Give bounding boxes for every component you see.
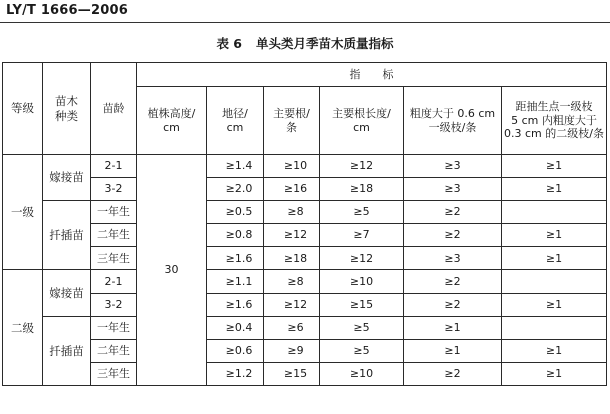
table-row xyxy=(3,293,607,316)
root-length-cell: ≥12 xyxy=(320,155,404,178)
secondary-cell: ≥1 xyxy=(502,247,607,270)
secondary-cell: ≥1 xyxy=(502,178,607,201)
table-row xyxy=(3,178,607,201)
quality-table xyxy=(2,62,607,386)
header-main-roots: 主要根/ 条 xyxy=(264,87,320,155)
seedling-type-cell: 扦插苗 xyxy=(43,316,91,385)
header-rule xyxy=(0,22,610,23)
branch-cell: ≥2 xyxy=(404,293,502,316)
branch-cell: ≥3 xyxy=(404,247,502,270)
root-count-cell: ≥8 xyxy=(264,270,320,293)
root-count-cell: ≥18 xyxy=(264,247,320,270)
diameter-cell: ≥1.6 xyxy=(207,293,264,316)
secondary-cell: ≥1 xyxy=(502,155,607,178)
table-row xyxy=(3,224,607,247)
age-cell: 3-2 xyxy=(91,178,137,201)
root-count-cell: ≥10 xyxy=(264,155,320,178)
root-count-cell: ≥12 xyxy=(264,224,320,247)
table-row xyxy=(3,201,607,224)
root-length-cell: ≥10 xyxy=(320,270,404,293)
grade-cell: 二级 xyxy=(3,270,43,385)
secondary-cell: ≥1 xyxy=(502,293,607,316)
secondary-cell: ≥1 xyxy=(502,339,607,362)
age-cell: 二年生 xyxy=(91,224,137,247)
diameter-cell: ≥1.4 xyxy=(207,155,264,178)
age-cell: 2-1 xyxy=(91,270,137,293)
secondary-cell xyxy=(502,201,607,224)
header-indicator: 指 标 xyxy=(137,63,607,87)
root-count-cell: ≥16 xyxy=(264,178,320,201)
table-row xyxy=(3,155,607,178)
branch-cell: ≥1 xyxy=(404,316,502,339)
age-cell: 二年生 xyxy=(91,339,137,362)
table-row xyxy=(3,339,607,362)
age-cell: 三年生 xyxy=(91,247,137,270)
seedling-type-cell: 嫁接苗 xyxy=(43,155,91,201)
branch-cell: ≥2 xyxy=(404,270,502,293)
header-seedling-type: 苗木 种类 xyxy=(43,63,91,155)
root-count-cell: ≥9 xyxy=(264,339,320,362)
table-caption xyxy=(0,34,610,52)
header-row-1 xyxy=(3,63,607,87)
table-row xyxy=(3,270,607,293)
document-code: LY/T 1666—2006 xyxy=(6,3,128,18)
table-row xyxy=(3,316,607,339)
table-row xyxy=(3,247,607,270)
table-row xyxy=(3,362,607,385)
diameter-cell: ≥1.6 xyxy=(207,247,264,270)
root-count-cell: ≥8 xyxy=(264,201,320,224)
plant-height-cell: 30 xyxy=(137,155,207,386)
root-length-cell: ≥5 xyxy=(320,201,404,224)
root-count-cell: ≥12 xyxy=(264,293,320,316)
age-cell: 一年生 xyxy=(91,316,137,339)
root-count-cell: ≥6 xyxy=(264,316,320,339)
branch-cell: ≥2 xyxy=(404,362,502,385)
branch-cell: ≥2 xyxy=(404,201,502,224)
root-length-cell: ≥7 xyxy=(320,224,404,247)
secondary-cell xyxy=(502,316,607,339)
root-length-cell: ≥15 xyxy=(320,293,404,316)
diameter-cell: ≥2.0 xyxy=(207,178,264,201)
secondary-cell xyxy=(502,270,607,293)
table-number: 表 6 xyxy=(216,36,243,51)
root-length-cell: ≥5 xyxy=(320,316,404,339)
header-ground-diameter: 地径/ cm xyxy=(207,87,264,155)
age-cell: 2-1 xyxy=(91,155,137,178)
branch-cell: ≥3 xyxy=(404,178,502,201)
age-cell: 一年生 xyxy=(91,201,137,224)
diameter-cell: ≥0.8 xyxy=(207,224,264,247)
header-primary-branches: 粗度大于 0.6 cm 一级枝/条 xyxy=(404,87,502,155)
grade-cell: 一级 xyxy=(3,155,43,270)
header-plant-height: 植株高度/ cm xyxy=(137,87,207,155)
root-length-cell: ≥10 xyxy=(320,362,404,385)
diameter-cell: ≥0.4 xyxy=(207,316,264,339)
table-body xyxy=(3,155,607,386)
branch-cell: ≥3 xyxy=(404,155,502,178)
diameter-cell: ≥0.6 xyxy=(207,339,264,362)
root-count-cell: ≥15 xyxy=(264,362,320,385)
header-secondary-branches: 距抽生点一级枝 5 cm 内粗度大于 0.3 cm 的二级枝/条 xyxy=(502,87,607,155)
secondary-cell: ≥1 xyxy=(502,362,607,385)
secondary-cell: ≥1 xyxy=(502,224,607,247)
header-age: 苗龄 xyxy=(91,63,137,155)
table-name: 单头类月季苗木质量指标 xyxy=(256,36,394,51)
age-cell: 三年生 xyxy=(91,362,137,385)
seedling-type-cell: 嫁接苗 xyxy=(43,270,91,316)
header-main-root-length: 主要根长度/ cm xyxy=(320,87,404,155)
diameter-cell: ≥1.2 xyxy=(207,362,264,385)
seedling-type-cell: 扦插苗 xyxy=(43,201,91,270)
age-cell: 3-2 xyxy=(91,293,137,316)
root-length-cell: ≥5 xyxy=(320,339,404,362)
root-length-cell: ≥18 xyxy=(320,178,404,201)
quality-table-wrapper xyxy=(2,62,606,386)
root-length-cell: ≥12 xyxy=(320,247,404,270)
branch-cell: ≥1 xyxy=(404,339,502,362)
diameter-cell: ≥1.1 xyxy=(207,270,264,293)
branch-cell: ≥2 xyxy=(404,224,502,247)
header-grade: 等级 xyxy=(3,63,43,155)
diameter-cell: ≥0.5 xyxy=(207,201,264,224)
